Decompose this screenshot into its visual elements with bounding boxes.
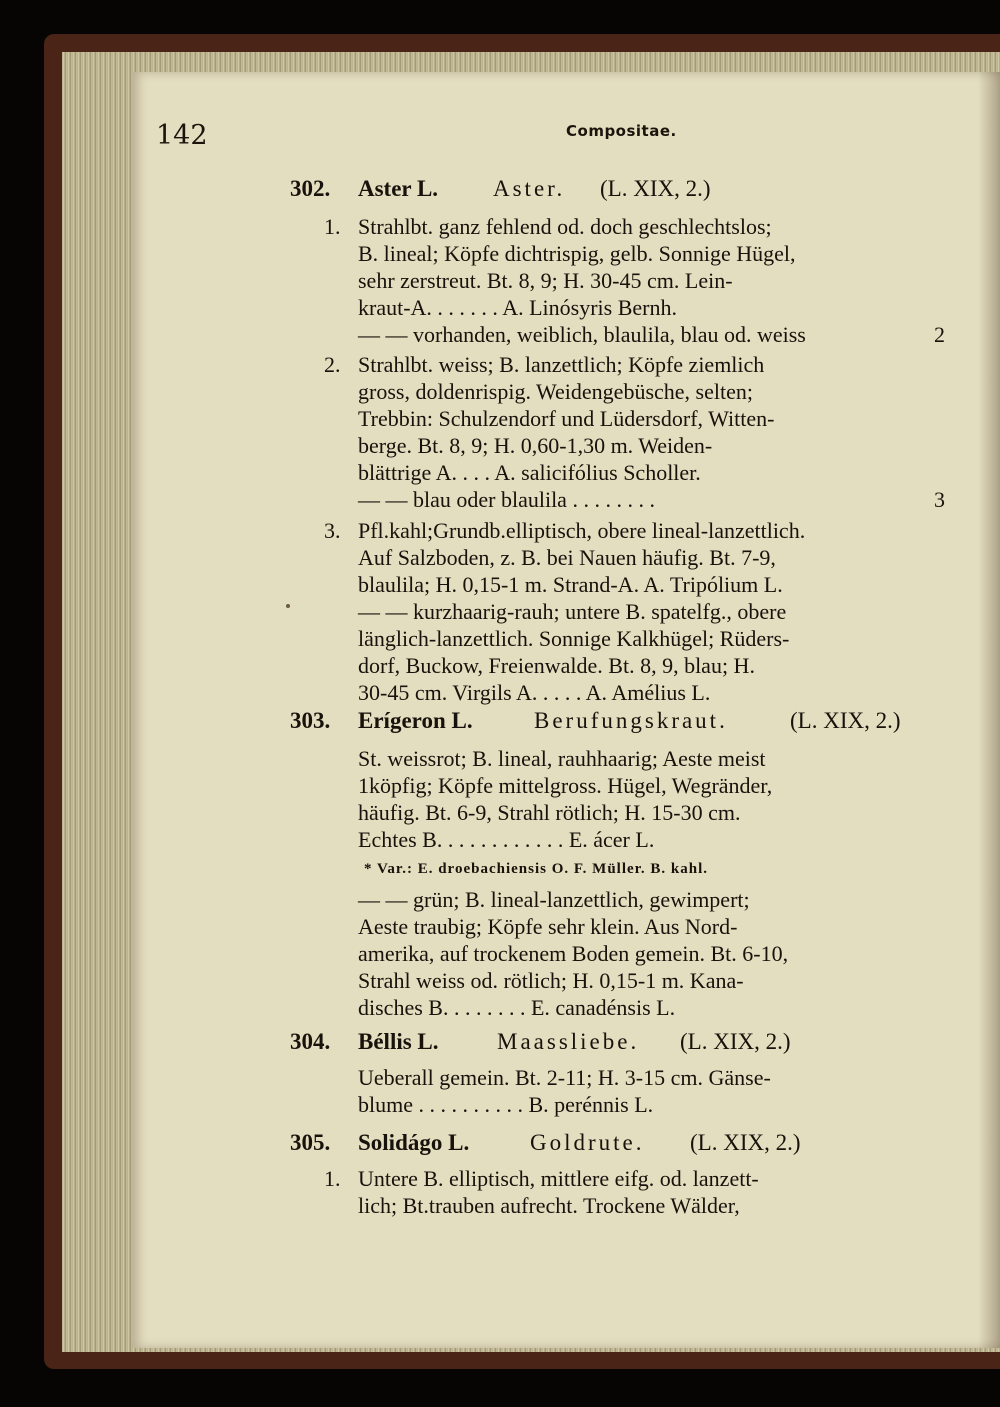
- text-line: disches B. . . . . . . . E. canadénsis L.: [358, 995, 676, 1020]
- page-spine-shadow: [978, 72, 1000, 1348]
- key-number: 1.: [324, 214, 341, 239]
- text-line: gross, doldenrispig. Weidengebüsche, selten;: [358, 379, 753, 404]
- text-line: Ueberall gemein. Bt. 2-11; H. 3-15 cm. Gänse-: [358, 1065, 771, 1090]
- text-line: — — kurzhaarig-rauh; untere B. spatelfg., obere: [358, 599, 787, 624]
- text-line: Aeste traubig; Köpfe sehr klein. Aus Nord-: [358, 914, 738, 939]
- genus-name: Béllis L.: [358, 1029, 439, 1054]
- genus-number: 303.: [290, 708, 331, 733]
- text-line: Auf Salzboden, z. B. bei Nauen häufig. Bt. 7-9,: [358, 545, 776, 570]
- text-line: 30-45 cm. Virgils A. . . . . A. Amélius L.: [358, 680, 711, 705]
- text-line: kraut-A. . . . . . . A. Linósyris Bernh.: [358, 295, 677, 320]
- genus-name: Aster L.: [358, 176, 439, 201]
- key-reference: 2: [934, 322, 945, 347]
- text-line: — — grün; B. lineal-lanzettlich, gewimpert;: [358, 887, 750, 912]
- text-line: lich; Bt.trauben aufrecht. Trockene Wälder,: [358, 1193, 740, 1218]
- genus-number: 302.: [290, 176, 331, 201]
- text-line: sehr zerstreut. Bt. 8, 9; H. 30-45 cm. Lein-: [358, 268, 733, 293]
- linnaean-reference: (L. XIX, 2.): [680, 1029, 791, 1054]
- key-number: 2.: [324, 352, 341, 377]
- text-line: berge. Bt. 8, 9; H. 0,60-1,30 m. Weiden-: [358, 433, 713, 458]
- running-title: Compositae.: [566, 122, 677, 140]
- text-line: Echtes B. . . . . . . . . . . . E. ácer L.: [358, 827, 655, 852]
- text-line: häufig. Bt. 6-9, Strahl rötlich; H. 15-30 cm.: [358, 800, 741, 825]
- ink-speck: [286, 604, 290, 608]
- text-line: St. weissrot; B. lineal, rauhhaarig; Aeste meist: [358, 746, 766, 771]
- text-line: blaulila; H. 0,15-1 m. Strand-A. A. Tripólium L.: [358, 572, 783, 597]
- text-line: Pfl.kahl;Grundb.elliptisch, obere lineal-lanzettlich.: [358, 518, 806, 543]
- key-number: 3.: [324, 518, 341, 543]
- genus-common-name: Aster.: [493, 176, 566, 201]
- text-line: amerika, auf trockenem Boden gemein. Bt. 6-10,: [358, 941, 789, 966]
- text-line: dorf, Buckow, Freienwalde. Bt. 8, 9, blau; H.: [358, 653, 755, 678]
- genus-common-name: Goldrute.: [530, 1130, 645, 1155]
- text-line: Strahlbt. ganz fehlend od. doch geschlechtslos;: [358, 214, 772, 239]
- genus-common-name: Maassliebe.: [497, 1029, 640, 1054]
- text-line: Strahlbt. weiss; B. lanzettlich; Köpfe ziemlich: [358, 352, 765, 377]
- variety-note: * Var.: E. droebachiensis O. F. Müller. B. kahl.: [364, 861, 709, 877]
- linnaean-reference: (L. XIX, 2.): [600, 176, 711, 201]
- text-line: — — vorhanden, weiblich, blaulila, blau od. weiss: [358, 322, 806, 347]
- genus-common-name: Berufungskraut.: [534, 708, 728, 733]
- genus-name: Solidágo L.: [358, 1130, 470, 1155]
- genus-name: Erígeron L.: [358, 708, 473, 733]
- key-reference: 3: [934, 487, 945, 512]
- text-line: — — blau oder blaulila . . . . . . . .: [358, 487, 655, 512]
- text-line: blume . . . . . . . . . . B. perénnis L.: [358, 1092, 654, 1117]
- genus-number: 304.: [290, 1029, 331, 1054]
- genus-number: 305.: [290, 1130, 331, 1155]
- linnaean-reference: (L. XIX, 2.): [790, 708, 901, 733]
- text-line: B. lineal; Köpfe dichtrispig, gelb. Sonnige Hügel,: [358, 241, 796, 266]
- key-number: 1.: [324, 1166, 341, 1191]
- text-line: Trebbin: Schulzendorf und Lüdersdorf, Witten-: [358, 406, 775, 431]
- text-line: Strahl weiss od. rötlich; H. 0,15-1 m. Kana-: [358, 968, 744, 993]
- text-line: länglich-lanzettlich. Sonnige Kalkhügel; Rüders-: [358, 626, 790, 651]
- linnaean-reference: (L. XIX, 2.): [690, 1130, 801, 1155]
- text-line: 1köpfig; Köpfe mittelgross. Hügel, Wegränder,: [358, 773, 773, 798]
- text-line: Untere B. elliptisch, mittlere eifg. od. lanzett-: [358, 1166, 759, 1191]
- text-line: blättrige A. . . . A. salicifólius Scholler.: [358, 460, 701, 485]
- page-number: 142: [156, 120, 208, 151]
